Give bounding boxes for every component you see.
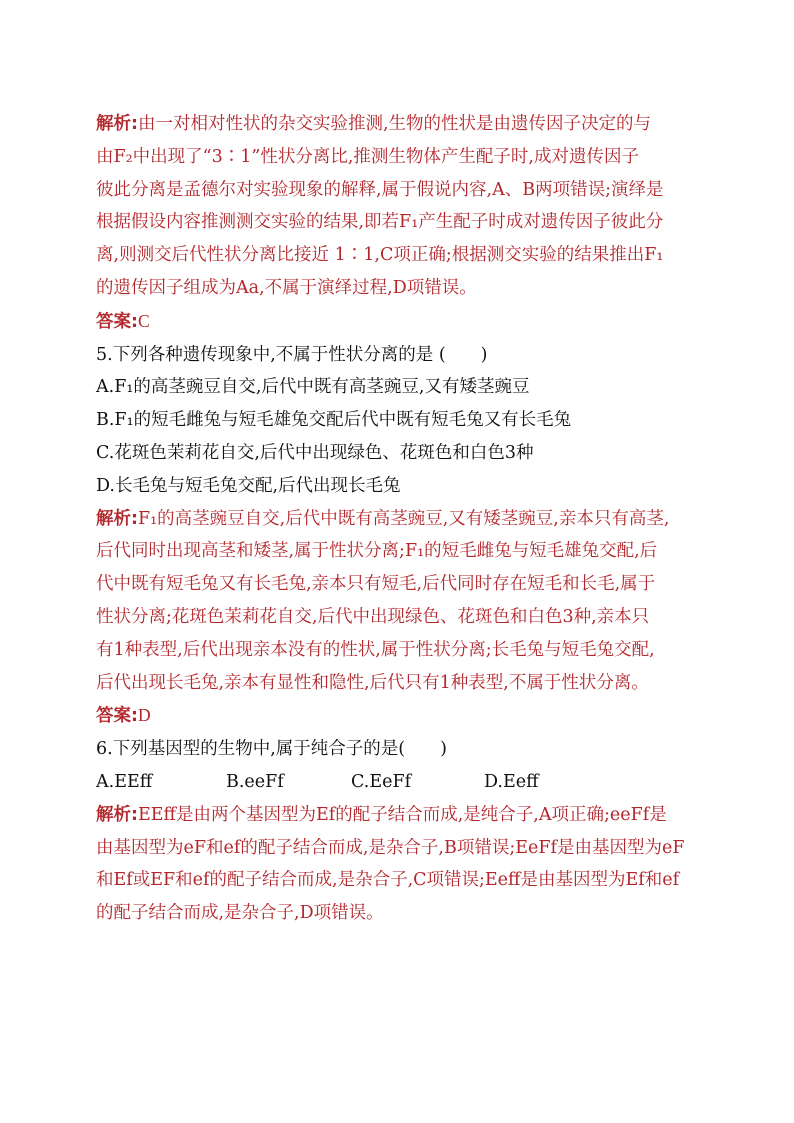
analysis-text: F₁的高茎豌豆自交,后代中既有高茎豌豆,又有矮茎豌豆,亲本只有高茎,: [138, 508, 670, 529]
analysis-line: 有1种表型,后代出现亲本没有的性状,属于性状分离;长毛兔与短毛兔交配,: [96, 639, 655, 660]
option-d: D.Eeff: [484, 771, 539, 792]
analysis-line: [96, 799, 708, 832]
analysis-line: 离,则测交后代性状分离比接近 1∶1,C项正确;根据测交实验的结果推出F₁: [96, 245, 664, 266]
answer-line-5: [96, 699, 708, 733]
answer-line-4: [96, 305, 708, 339]
analysis-separator: :: [131, 114, 138, 134]
option-b: B.eeFf: [226, 771, 284, 792]
analysis-separator: :: [131, 804, 138, 825]
analysis-separator: :: [131, 508, 138, 529]
answer-value: C: [138, 310, 150, 331]
options-row: [96, 766, 708, 799]
analysis-line: 彼此分离是孟德尔对实验现象的解释,属于假说内容,A、B两项错误;演绎是: [96, 179, 664, 200]
question-5: [96, 339, 708, 503]
analysis-label: 解析: [96, 508, 131, 529]
analysis-line: 由F₂中出现了“3∶1”性状分离比,推测生物体产生配子时,成对遗传因子: [96, 146, 639, 167]
analysis-label: 解析: [96, 804, 131, 825]
analysis-line: 后代出现长毛兔,亲本有显性和隐性,后代只有1种表型,不属于性状分离。: [96, 672, 649, 693]
analysis-line: 代中既有短毛兔又有长毛兔,亲本只有短毛,后代同时存在短毛和长毛,属于: [96, 574, 656, 595]
analysis-line: 由基因型为eF和ef的配子结合而成,是杂合子,B项错误;EeFf是由基因型为eF: [96, 837, 685, 858]
analysis-line: 根据假设内容推测测交实验的结果,即若F₁产生配子时成对遗传因子彼此分: [96, 212, 664, 233]
option-b: B.F₁的短毛雌兔与短毛雄兔交配后代中既有短毛兔又有长毛兔: [96, 410, 572, 431]
question-stem: 5.下列各种遗传现象中,不属于性状分离的是 ( ): [96, 344, 488, 365]
analysis-block-4: [96, 108, 708, 305]
answer-value: D: [138, 705, 151, 726]
analysis-line: [96, 503, 708, 536]
analysis-line: [96, 108, 708, 141]
analysis-text: 由一对相对性状的杂交实验推测,生物的性状是由遗传因子决定的与: [138, 114, 652, 134]
analysis-label: 解析: [96, 114, 131, 134]
document-page: [96, 108, 708, 930]
analysis-text: EEff是由两个基因型为Ef的配子结合而成,是纯合子,A项正确;eeFf是: [138, 804, 667, 825]
question-stem: 6.下列基因型的生物中,属于纯合子的是( ): [96, 739, 447, 760]
option-a: A.F₁的高茎豌豆自交,后代中既有高茎豌豆,又有矮茎豌豆: [96, 377, 530, 398]
analysis-line: 的遗传因子组成为Aa,不属于演绎过程,D项错误。: [96, 277, 477, 298]
analysis-block-6: [96, 799, 708, 930]
analysis-line: 的配子结合而成,是杂合子,D项错误。: [96, 903, 384, 924]
analysis-line: 性状分离;花斑色茉莉花自交,后代中出现绿色、花斑色和白色3种,亲本只: [96, 606, 650, 627]
answer-separator: :: [131, 706, 138, 727]
analysis-line: 和Ef或EF和ef的配子结合而成,是杂合子,C项错误;Eeff是由基因型为Ef和ef: [96, 870, 680, 891]
analysis-block-5: [96, 503, 708, 700]
question-6: [96, 733, 708, 799]
option-c: C.EeFf: [351, 771, 412, 792]
answer-label: 答案: [96, 311, 131, 332]
option-c: C.花斑色茉莉花自交,后代中出现绿色、花斑色和白色3种: [96, 442, 534, 463]
answer-label: 答案: [96, 706, 131, 727]
answer-separator: :: [131, 311, 138, 332]
option-a: A.EEff: [96, 771, 153, 792]
analysis-line: 后代同时出现高茎和矮茎,属于性状分离;F₁的短毛雌兔与短毛雄兔交配,后: [96, 541, 658, 562]
option-d: D.长毛兔与短毛兔交配,后代出现长毛兔: [96, 475, 401, 496]
